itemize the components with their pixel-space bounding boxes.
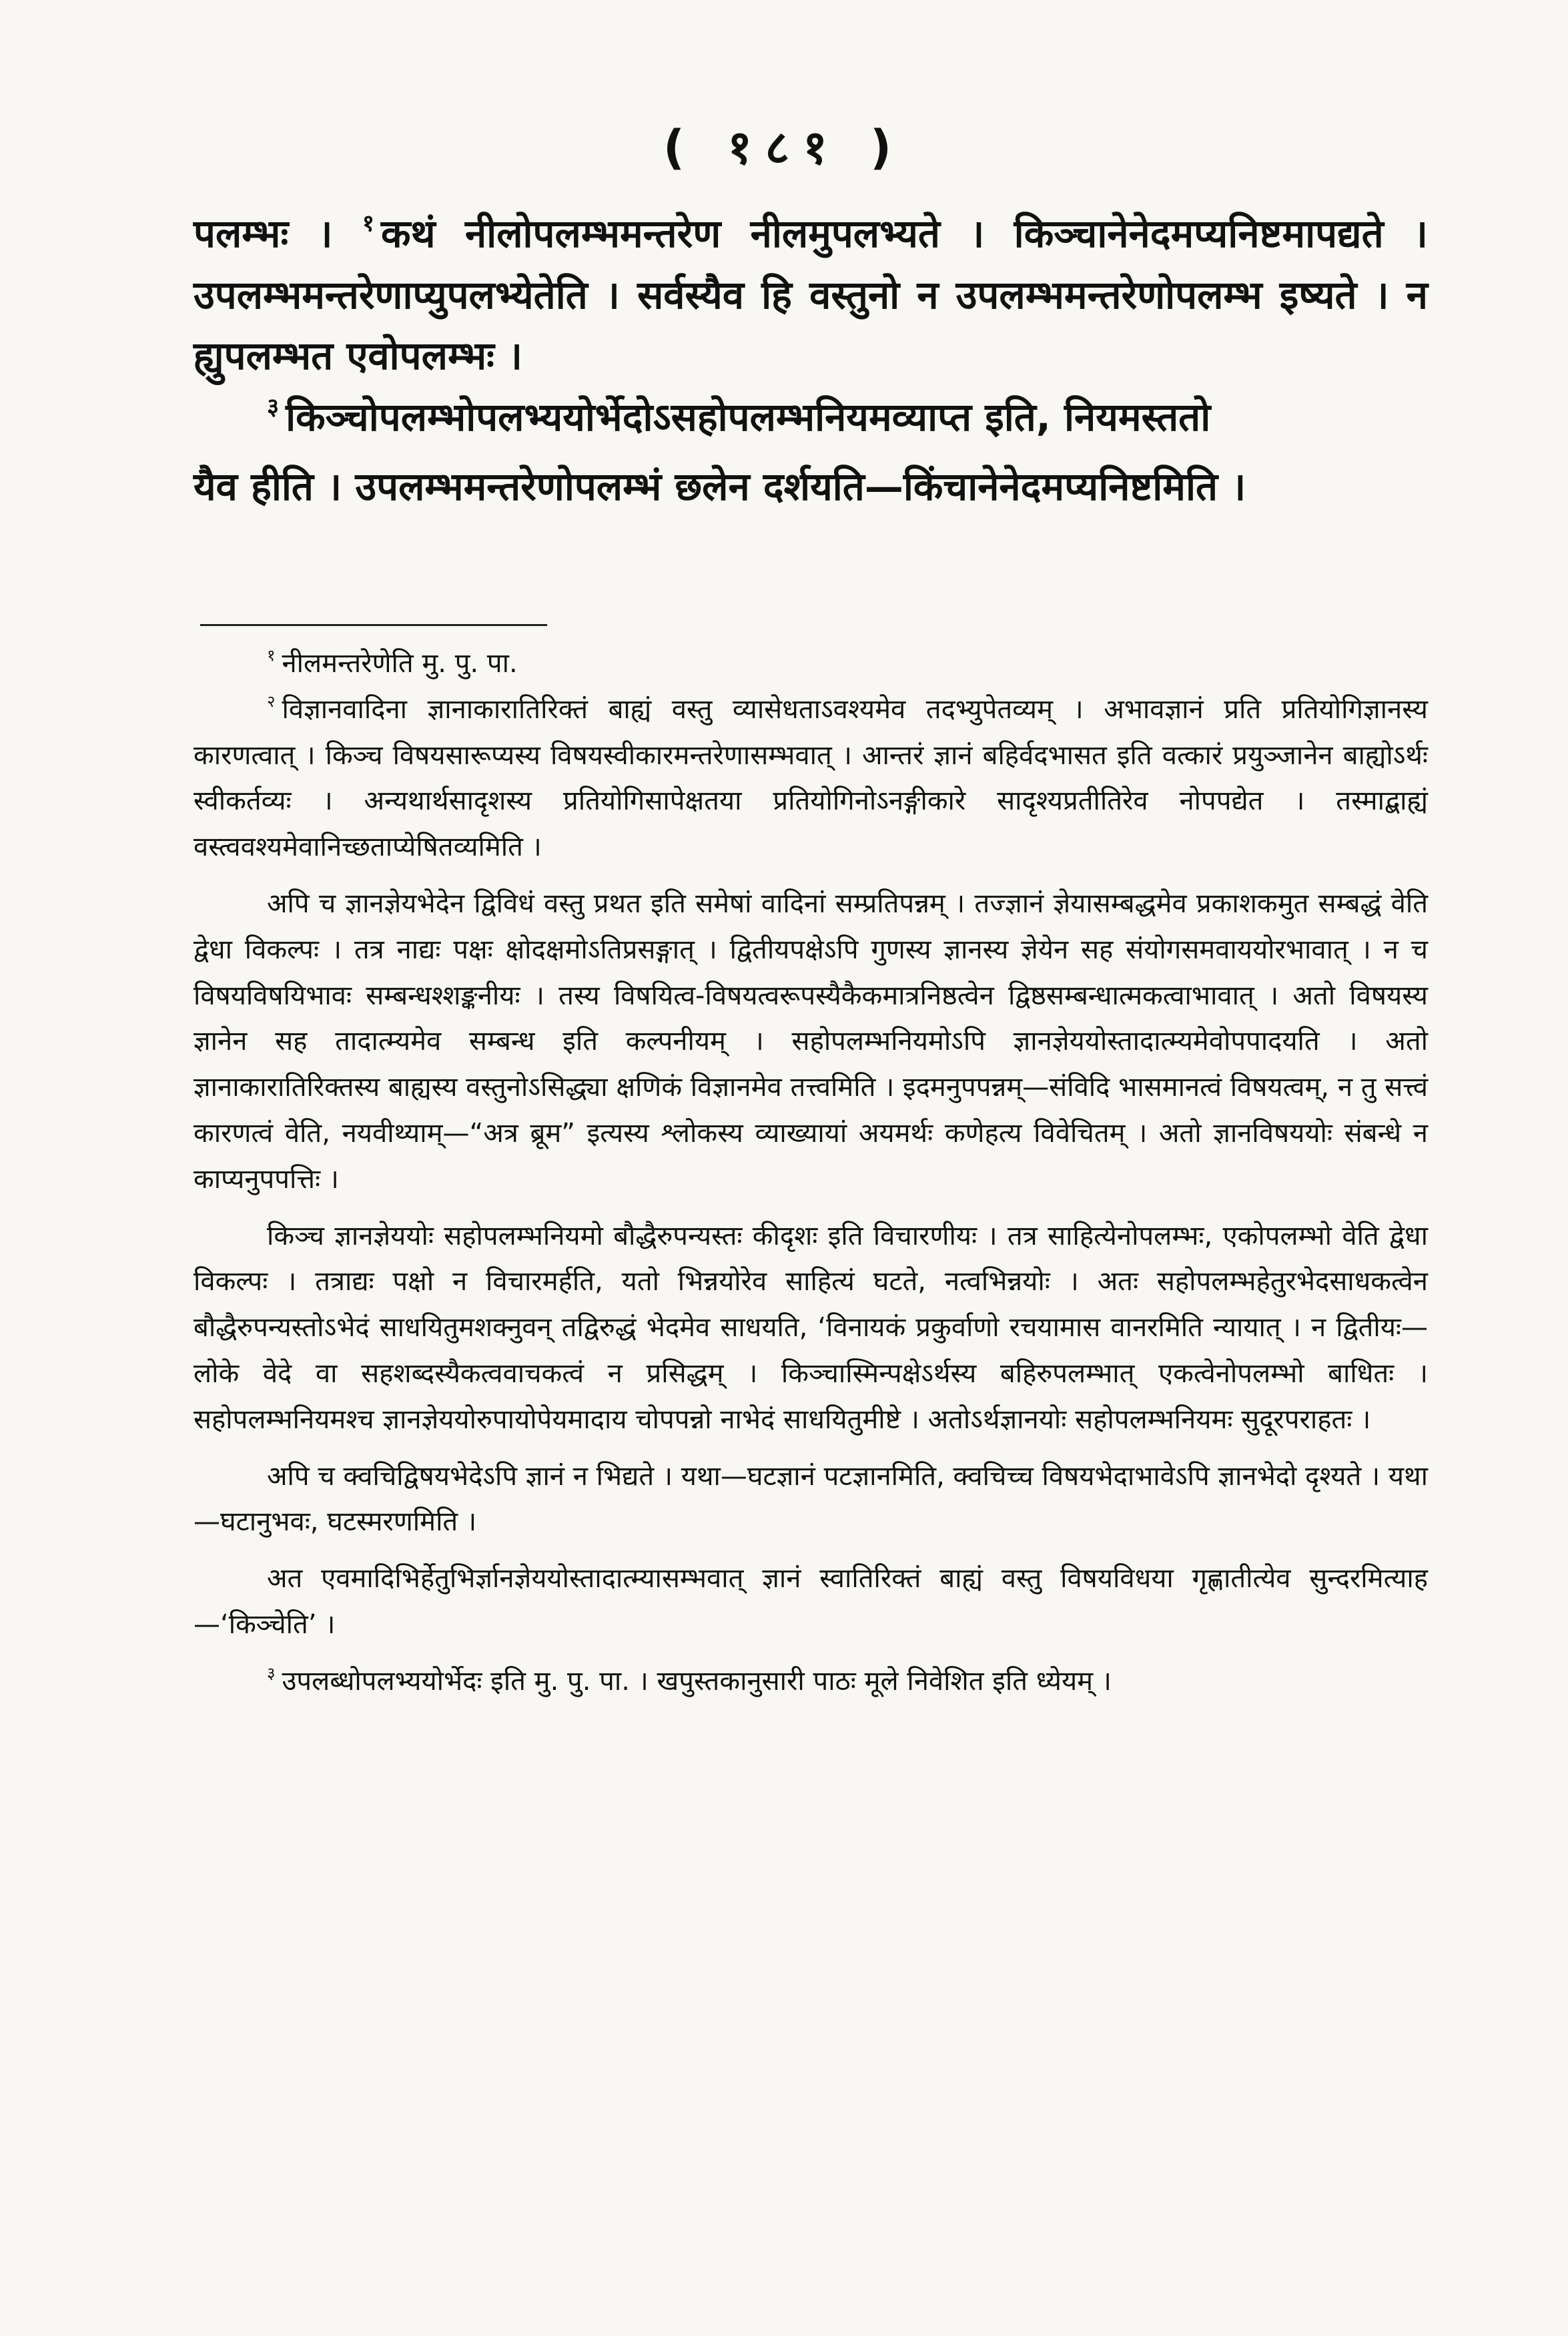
main-text <box>193 204 1428 517</box>
footnote-3-text: उपलब्धोपलभ्ययोर्भेदः इति मु. पु. पा. । खपुस्तकानुसारी पाठः मूले निवेशित इति ध्येयम् । <box>282 1665 1112 1697</box>
footnote-2-paragraph-2: अपि च ज्ञानज्ञेयभेदेन द्विविधं वस्तु प्रथत इति समेषां वादिनां सम्प्रतिपन्नम् । तज्ज्ञानं ज्ञेयासम्बद्धमेव प्रकाशकमुत सम्बद्धं वेति द्वेधा विकल्पः । तत्र नाद्यः पक्षः क्षोदक्षमोऽतिप्रसङ्गात् । द्वितीयपक्षेऽपि गुणस्य ज्ञानस्य ज्ञेयेन सह संयोगसमवाययोरभावात् । न च विषयविषयिभावः सम्बन्धश्शङ्कनीयः । तस्य विषयित्व-विषयत्वरूपस्यैकैकमात्रनिष्ठत्वेन द्विष्ठसम्बन्धात्मकत्वाभावात् । अतो विषयस्य ज्ञानेन सह तादात्म्यमेव सम्बन्ध इति कल्पनीयम् । सहोपलम्भनियमोऽपि ज्ञानज्ञेययोस्तादात्म्यमेवोपपादयति । अतो ज्ञानाकारातिरिक्तस्य बाह्यस्य वस्तुनोऽसिद्ध्या क्षणिकं विज्ञानमेव तत्त्वमिति । इदमनुपपन्नम्—संविदि भासमानत्वं विषयत्वम्, न तु सत्त्वं कारणत्वं वेति, नयवीथ्याम्—“अत्र ब्रूम” इत्यस्य श्लोकस्य व्याख्यायां अयमर्थः कणेहत्य विवेचितम् । अतो ज्ञानविषययोः संबन्धे न काप्यनुपपत्तिः । <box>193 888 1428 1195</box>
footnote-2-paragraph-4: अपि च क्वचिद्विषयभेदेऽपि ज्ञानं न भिद्यते । यथा—घटज्ञानं पटज्ञानमिति, क्वचिच्च विषयभेदाभावेऽपि ज्ञानभेदो दृश्यते । यथा—घटानुभवः, घटस्मरणमिति । <box>193 1460 1428 1538</box>
footnote-1-marker: १ <box>267 646 276 665</box>
footnote-1 <box>193 641 1428 687</box>
main-paragraph-1-start: पलम्भः । <box>193 211 362 256</box>
footnote-2 <box>193 687 1428 870</box>
main-paragraph-1-rest: कथं नीलोपलम्भमन्तरेण नीलमुपलभ्यते । किञ्चानेनेदमप्यनिष्टमापद्यते । उपलम्भमन्तरेणाप्युपलभ्येतेति । सर्वस्यैव हि वस्तुनो न उपलम्भमन्तरेणोपलम्भ इष्यते । न ह्युपलम्भत एवोपलम्भः । <box>193 211 1429 379</box>
footnote-ref-3: ३ <box>267 393 280 420</box>
footnote-2-paragraph-3: किञ्च ज्ञानज्ञेययोः सहोपलम्भनियमो बौद्धैरुपन्यस्तः कीदृशः इति विचारणीयः । तत्र साहित्येनोपलम्भः, एकोपलम्भो वेति द्वेधा विकल्पः । तत्राद्यः पक्षो न विचारमर्हति, यतो भिन्नयोरेव साहित्यं घटते, नत्वभिन्नयोः । अतः सहोपलम्भहेतुरभेदसाधकत्वेन बौद्धैरुपन्यस्तोऽभेदं साधयितुमशक्नुवन् तद्विरुद्धं भेदमेव साधयति, ‘विनायकं प्रकुर्वाणो रचयामास वानरमिति न्यायात् । न द्वितीयः—लोके वेदे वा सहशब्दस्यैकत्ववाचकत्वं न प्रसिद्धम् । किञ्चास्मिन्पक्षेऽर्थस्य बहिरुपलम्भात् एकत्वेनोपलम्भो बाधितः । सहोपलम्भनियमश्च ज्ञानज्ञेययोरुपायोपेयमादाय चोपपन्नो नाभेदं साधयितुमीष्टे । अतोऽर्थज्ञानयोः सहोपलम्भनियमः सुदूरपराहतः । <box>193 1220 1428 1435</box>
footnote-3 <box>193 1659 1428 1705</box>
footnote-1-text: नीलमन्तरेणेति मु. पु. पा. <box>282 648 518 679</box>
page-number: ( १८१ ) <box>663 120 905 175</box>
footnotes <box>193 641 1428 1705</box>
main-paragraph-3: यैव हीति । उपलम्भमन्तरेणोपलम्भं छलेन दर्शयति—किंचानेनेदमप्यनिष्टमिति । <box>193 463 1246 509</box>
footnote-ref-1: १ <box>362 210 375 237</box>
footnote-2-text: विज्ञानवादिना ज्ञानाकारातिरिक्तं बाह्यं वस्तु व्यासेधताऽवश्यमेव तदभ्युपेतव्यम् । अभावज्ञानं प्रति प्रतियोगिज्ञानस्य कारणत्वात् । किञ्च विषयसारूप्यस्य विषयस्वीकारमन्तरेणासम्भवात् । आन्तरं ज्ञानं बहिर्वदभासत इति वत्कारं प्रयुञ्जानेन बाह्योऽर्थः स्वीकर्तव्यः । अन्यथार्थसादृशस्य प्रतियोगिसापेक्षतया प्रतियोगिनोऽनङ्गीकारे सादृश्यप्रतीतिरेव नोपपद्येत । तस्माद्बाह्यं वस्त्ववश्यमेवानिच्छताप्येषितव्यमिति । <box>193 693 1428 863</box>
main-paragraph-2-text: किञ्चोपलम्भोपलभ्ययोर्भेदोऽसहोपलम्भनियमव्याप्त इति, नियमस्ततो <box>286 394 1211 440</box>
footnote-divider <box>200 624 547 626</box>
main-paragraph-1 <box>193 204 1428 387</box>
main-paragraph-2 <box>193 387 1428 449</box>
footnote-2-marker: २ <box>267 692 276 711</box>
footnote-3-marker: ३ <box>267 1663 276 1683</box>
footnote-2-paragraph-5: अत एवमादिभिर्हेतुभिर्ज्ञानज्ञेययोस्तादात्म्यासम्भवात् ज्ञानं स्वातिरिक्तं बाह्यं वस्तु विषयविधया गृह्णातीत्येव सुन्दरमित्याह—‘किञ्चेति’ । <box>193 1563 1428 1640</box>
